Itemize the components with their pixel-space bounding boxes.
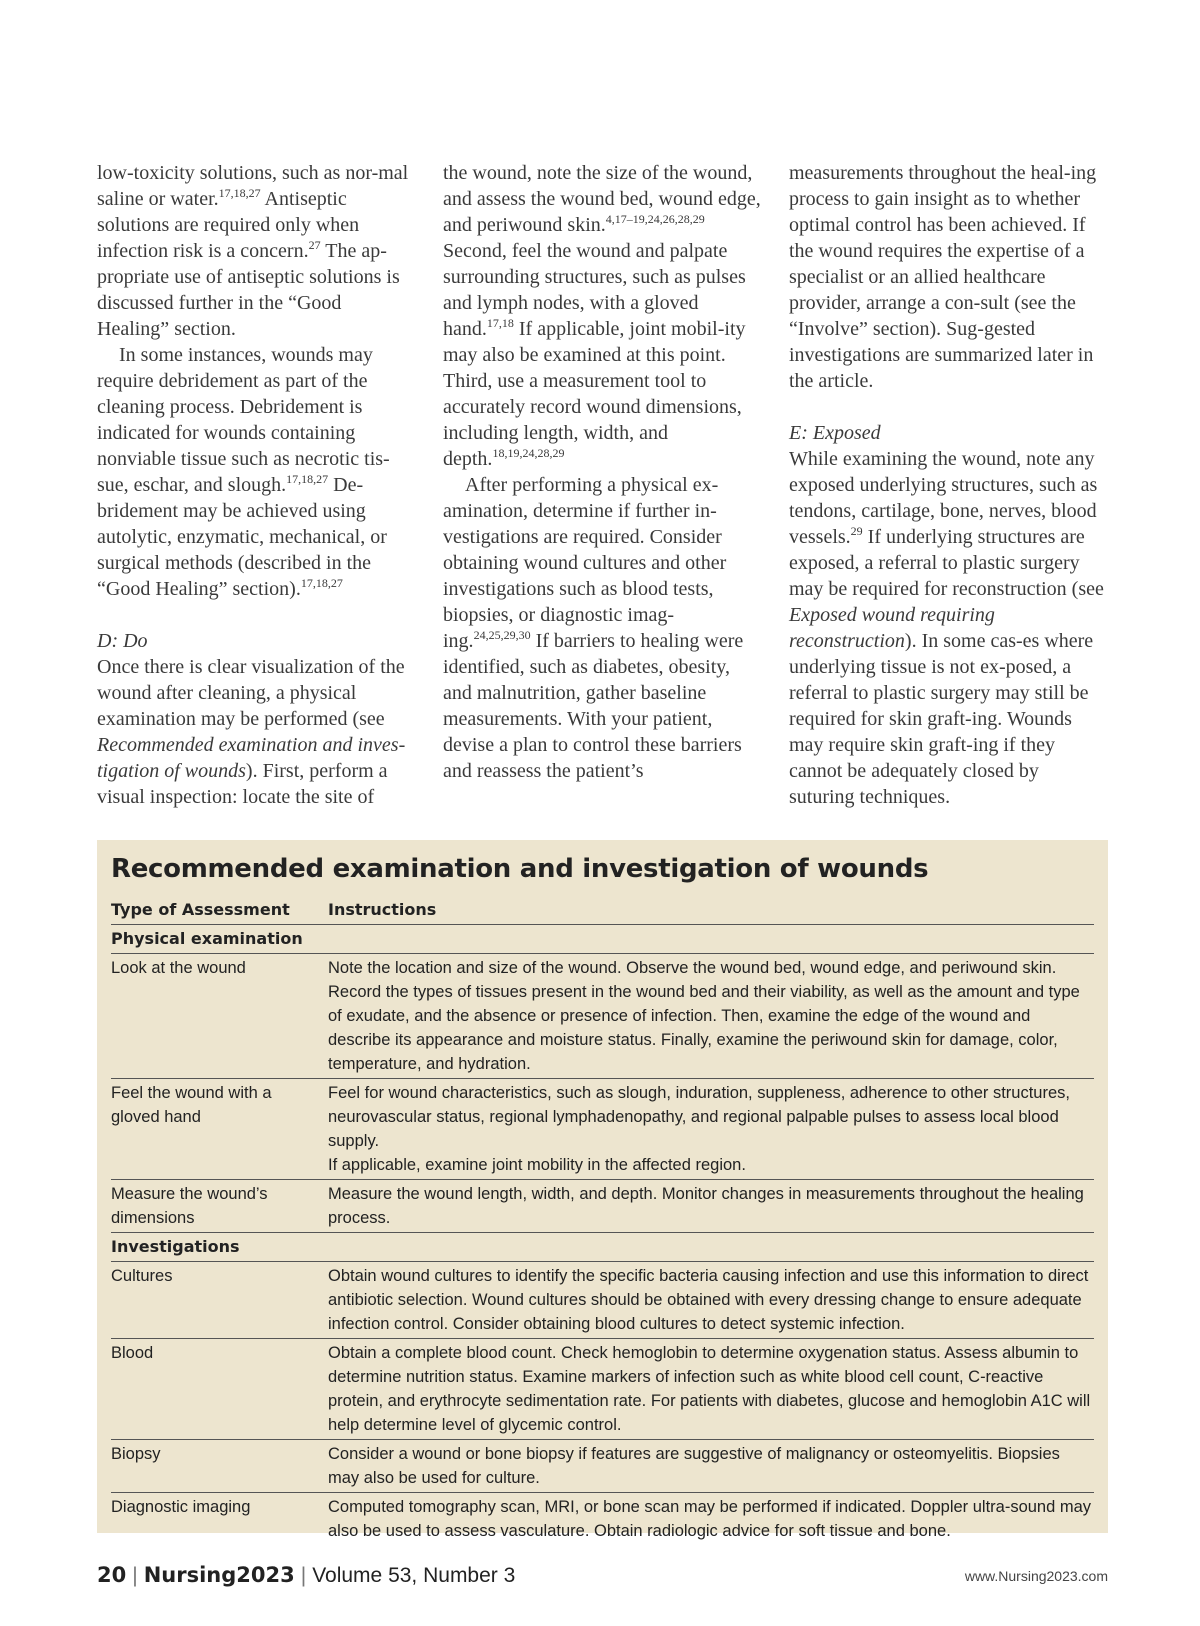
table-row: Measure the wound’s dimensions Measure the wound length, width, and depth. Monitor changes in measurements throughout the healing process. [111, 1180, 1094, 1233]
table-row: Biopsy Consider a wound or bone biopsy if features are suggestive of malignancy or osteomyelitis. Biopsies may also be used for culture. [111, 1440, 1094, 1493]
volume-info: Volume 53, Number 3 [312, 1564, 516, 1587]
paragraph: In some instances, wounds may require debridement as part of the cleaning process. Debridement is indicated for wounds containing nonviable tissue such as necrotic tis-sue, eschar, and slough.$^{17,18,27}$ De-bridement may be achieved using autolytic, enzymatic, mechanical, or surgical methods (described in the “Good Healing” section).$^{17,18,27}$ [97, 344, 390, 600]
section-heading-exposed: E: Exposed [789, 422, 881, 444]
table-row: Feel the wound with a gloved hand Feel for wound characteristics, such as slough, induration, suppleness, adherence to other structures, neurovascular status, regional lymphadenopathy, and regional palpable pulses to assess local blood supply. If applicable, examine joint mobility in the affected region. [111, 1079, 1094, 1180]
table-header-row [111, 898, 1094, 925]
table-row: Look at the wound Note the location and size of the wound. Observe the wound bed, wound edge, and periwound skin. Record the types of tissues present in the wound bed and their viability, as well as the amount and type of exudate, and the absence or presence of infection. Then, examine the edge of the wound and describe its appearance and moisture status. Finally, examine the periwound skin for damage, color, temperature, and hydration. [111, 954, 1094, 1079]
website-url[interactable]: www.Nursing2023.com [964, 1568, 1108, 1584]
page-number: 20 [97, 1563, 127, 1587]
table-section-row: Investigations [111, 1233, 1094, 1262]
sidebar-title: Recommended examination and investigation of wounds [111, 854, 929, 884]
recommended-exam-sidebar [97, 840, 1108, 1540]
paragraph: low-toxicity solutions, such as nor-mal saline or water.$^{17,18,27}$ Antiseptic solutions are required only when infection risk is a concern.$^{27}$ The ap-propriate use of antiseptic solutions is discussed further in the “Good Healing” section. [97, 162, 409, 340]
paragraph: measurements throughout the heal-ing process to gain insight as to whether optimal control has been achieved. If the wound requires the expertise of a specialist or an allied healthcare provider, arrange a con-sult (see the “Involve” section). Sug-gested investigations are summarized later in the article. [789, 162, 1097, 392]
article-column-3 [789, 160, 1107, 810]
column-header: Type of Assessment [111, 898, 328, 925]
assessment-table [111, 898, 1094, 1545]
table-row: Diagnostic imaging Computed tomography scan, MRI, or bone scan may be performed if indicated. Doppler ultra-sound may also be used to assess vasculature. Obtain radiologic advice for soft tissue and bone. [111, 1498, 1092, 1540]
table-row: Blood Obtain a complete blood count. Check hemoglobin to determine oxygenation status. Assess albumin to determine nutrition status. Examine markers of infection such as white blood cell count, C-reactive protein, and erythrocyte sedimentation rate. For patients with diabetes, glucose and hemoglobin A1C will help determine level of glycemic control. [111, 1339, 1094, 1440]
paragraph: Once there is clear visualization of the wound after cleaning, a physical examination may be performed (see Recommended examination and inves-tigation of wounds). First, perform a visual inspection: locate the site of [97, 656, 406, 808]
paragraph: the wound, note the size of the wound, and assess the wound bed, wound edge, and periwound skin.$^{4,17-19,24,26,28,29}$ Second, feel the wound and palpate surrounding structures, such as pulses and lymph nodes, with a gloved hand.$^{17,18}$ If applicable, joint mobil-ity may also be examined at this point. Third, use a measurement tool to accurately record wound dimensions, including length, width, and depth.$^{18,19,24,28,29}$ [443, 162, 761, 470]
table-section-row: Physical examination [111, 925, 1094, 954]
section-heading-do: D: Do [97, 630, 148, 652]
article-column-2 [443, 160, 761, 784]
column-header: Instructions [328, 898, 1094, 925]
article-column-1 [97, 160, 415, 810]
journal-name: Nursing2023 [143, 1563, 295, 1587]
paragraph: After performing a physical ex-amination, determine if further in-vestigations are required. Consider obtaining wound cultures and other investigations such as blood tests, biopsies, or diagnostic imag-ing.$^{24,25,29,30}$ If barriers to healing were identified, such as diabetes, obesity, and malnutrition, gather baseline measurements. With your patient, devise a plan to control these barriers and reassess the patient’s [443, 474, 744, 782]
table-row: Cultures Obtain wound cultures to identify the specific bacteria causing infection and use this information to direct antibiotic selection. Wound cultures should be obtained with every dressing change to ensure adequate infection control. Consider obtaining blood cultures to detect systemic infection. [111, 1262, 1094, 1339]
page-footer: 20 | Nursing2023 | Volume 53, Number 3 www.Nursing2023.com [97, 1563, 1108, 1587]
paragraph: While examining the wound, note any exposed underlying structures, such as tendons, cartilage, bone, nerves, blood vessels.$^{29}$ If underlying structures are exposed, a referral to plastic surgery may be required for reconstruction (see Exposed wound requiring reconstruction). In some cas-es where underlying tissue is not ex-posed, a referral to plastic surgery may still be required for skin graft-ing. Wounds may require skin graft-ing if they cannot be adequately closed by suturing techniques. [789, 448, 1104, 808]
